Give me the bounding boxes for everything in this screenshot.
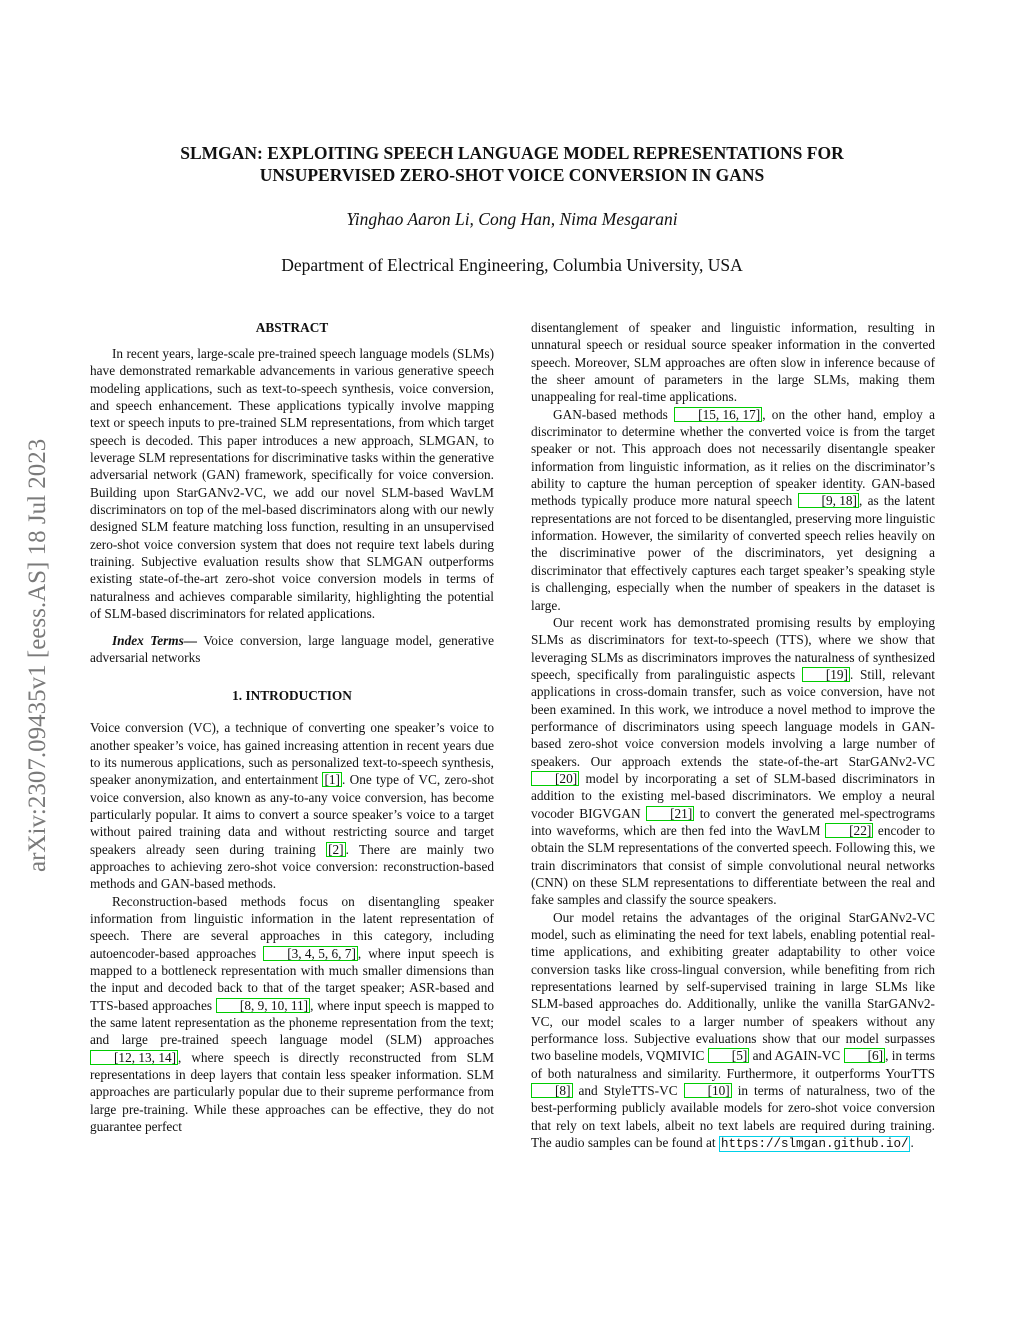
text-span: Reconstruction-based methods focus on disentangling speaker information from linguistic information in the latent representation of speech. There are several approaches in this category, including autoencoder-based approaches bbox=[90, 893, 494, 961]
text-span: . Still, relevant applications in cross-domain transfer, such as voice conversion, have not been examined. In this work, we introduce a novel method to improve the performance of discriminators using speech language models in GAN-based zero-shot voice conversion models involving a large number of speakers. Our approach extends the state-of-the-art StarGANv2-VC bbox=[531, 666, 935, 769]
text-span: and AGAIN-VC bbox=[749, 1048, 844, 1064]
text-span: and StyleTTS-VC bbox=[572, 1083, 684, 1099]
intro-paragraph-5 bbox=[531, 614, 935, 909]
abstract-text: In recent years, large-scale pre-trained speech language models (SLMs) have demonstrated remarkable advancements in various generative speech modeling applications, such as text-to-speech synthesis, voice conversion, and speech enhancement. These applications typically involve mapping text or speech inputs to pre-trained SLM representations, from which target speech is decoded. This paper introduces a new approach, SLMGAN, to leverage SLM representations for discriminative tasks within the generative adversarial network (GAN) framework, specifically for voice conversion. Building upon StarGANv2-VC, we add our novel SLM-based WavLM discriminators on top of the mel-based discriminators along with our newly designed SLM feature matching loss function, resulting in an unsupervised zero-shot voice conversion system that does not require text labels during training. Subjective evaluation results show that SLMGAN outperforms existing state-of-the-art zero-shot voice conversion models in terms of naturalness and achieves comparable similarity, highlighting the potential of SLM-based discriminators for related applications. bbox=[90, 346, 494, 622]
text-span: GAN-based methods bbox=[553, 406, 675, 422]
title-line-1: SLMGAN: EXPLOITING SPEECH LANGUAGE MODEL REPRESENTATIONS FOR bbox=[180, 143, 844, 163]
text-span: , where input speech is mapped to a bottleneck representation with much smaller dimensions than the input and decoded back to that of the target speaker; ASR-based and TTS-based approaches bbox=[90, 945, 494, 1013]
intro-paragraph-3: disentanglement of speaker and linguistic information, resulting in unnatural speech or residual source speaker information in the converted speech. Moreover, SLM approaches are often slow in inference because of the sheer amount of parameters in the large SLMs, making them unappealing for real-time applications. bbox=[531, 320, 935, 405]
text-span: Our recent work has demonstrated promising results by employing SLMs as discriminators for text-to-speech (TTS), where we show that leveraging SLMs as discriminators improves the naturalness of synthesized speech, specifically from paralinguistic aspects bbox=[531, 614, 935, 682]
citation-link[interactable]: [6] bbox=[844, 1048, 886, 1063]
index-terms-text: Voice conversion, large language model, generative adversarial networks bbox=[90, 632, 494, 665]
citation-link[interactable]: [20] bbox=[531, 771, 579, 786]
affiliation: Department of Electrical Engineering, Columbia University, USA bbox=[281, 255, 743, 275]
text-span: . There are mainly two approaches to achieving zero-shot voice conversion: reconstruction-based methods and GAN-based methods. bbox=[90, 841, 494, 892]
text-span: encoder to obtain the SLM representations of the converted speech. Following this, we train discriminators that consist of simple convolutional neural networks (CNN) on these SLM representations to differentiate between the real and fake samples and classify the source speakers. bbox=[531, 822, 935, 908]
citation-link[interactable]: [2] bbox=[328, 841, 344, 857]
citation-link[interactable]: [5] bbox=[708, 1048, 750, 1063]
index-terms bbox=[90, 632, 494, 667]
intro-paragraph-1 bbox=[90, 719, 494, 892]
citation-link[interactable]: [15, 16, 17] bbox=[674, 407, 762, 422]
text-span: in terms of naturalness, two of the best-performing publicly available models for zero-shot voice conversion that rely on text labels, albeit no text labels are required during training. The audio samples can be found at bbox=[531, 1083, 936, 1151]
title-line-2: UNSUPERVISED ZERO-SHOT VOICE CONVERSION IN GANS bbox=[259, 165, 765, 185]
introduction-heading: 1. INTRODUCTION bbox=[232, 688, 352, 704]
citation-link[interactable]: [10] bbox=[684, 1083, 732, 1098]
intro-paragraph-6 bbox=[531, 909, 935, 1154]
text-span: , where input speech is mapped to the same latent representation as the phoneme representation from the text; and large pre-trained speech language model (SLM) approaches bbox=[90, 997, 494, 1048]
text-span: to convert the generated mel-spectrograms into waveforms, which are then fed into the WavLM bbox=[531, 805, 936, 838]
citation-link[interactable]: [3, 4, 5, 6, 7] bbox=[263, 946, 358, 961]
text-span: , in terms of both naturalness and similarity. Furthermore, it outperforms YourTTS bbox=[531, 1048, 935, 1081]
text-span: , as the latent representations are not forced to be disentangled, preserving more linguistic information. However, the similarity of converted speech relies heavily on the discriminative power of the discriminators, yet designing a discriminator that effectively captures each target speaker’s speaking style is challenging, especially when the number of speakers in the dataset is large. bbox=[531, 493, 935, 613]
intro-paragraph-2 bbox=[90, 893, 494, 1136]
citation-link[interactable]: [8, 9, 10, 11] bbox=[216, 998, 310, 1013]
text-span: Voice conversion (VC), a technique of converting one speaker’s voice to another speaker’s voice, has gained increasing attention in recent years due to its numerous applications, such as personalized text-to-speech synthesis, speaker anonymization, and entertainment bbox=[90, 720, 494, 788]
right-column bbox=[531, 319, 935, 1154]
text-span: . bbox=[910, 1135, 914, 1151]
index-terms-label: Index Terms— bbox=[112, 632, 198, 648]
text-span: Our model retains the advantages of the original StarGANv2-VC model, such as eliminating the need for text labels, enabling potential real-time applications, and exhibiting greater adaptability to other voice conversion tasks like cross-lingual conversion, while benefiting from rich representations learned by self-supervised training in large SLMs like SLM-based approaches do. Additionally, unlike the vanilla StarGANv2-VC, our model scales to a larger number of speakers without any performance loss. Subjective evaluations show that our model surpasses two baseline models, VQMIVIC bbox=[531, 909, 935, 1064]
citation-link[interactable]: [9, 18] bbox=[798, 493, 859, 508]
citation-link[interactable]: [21] bbox=[646, 806, 694, 821]
citation-link[interactable]: [12, 13, 14] bbox=[90, 1050, 178, 1065]
citation-link[interactable]: [22] bbox=[825, 823, 873, 838]
arxiv-identifier: arXiv:2307.09435v1 [eess.AS] 18 Jul 2023 bbox=[24, 438, 51, 872]
left-column bbox=[90, 319, 494, 1135]
paper-title bbox=[100, 142, 924, 186]
intro-paragraph-4 bbox=[531, 406, 935, 614]
demo-url-link[interactable]: https://slmgan.github.io/ bbox=[720, 1137, 909, 1152]
text-span: model by incorporating a set of SLM-based discriminators in addition to the existing mel-based discriminators. We employ a neural vocoder BIGVGAN bbox=[531, 770, 935, 821]
text-span: , where speech is directly reconstructed from SLM representations in deep layers that contain less speaker information. SLM approaches are particularly popular due to their supreme performance from large pre-training. While these approaches can be effective, they do not guarantee perfect bbox=[90, 1049, 494, 1135]
text-span: . One type of VC, zero-shot voice conversion, also known as any-to-any voice conversion, has become particularly popular. It aims to convert a source speaker’s voice to a target without paired training data and without restricting source and target speakers already seen during training bbox=[90, 772, 495, 857]
citation-link[interactable]: [19] bbox=[802, 667, 850, 682]
citation-link[interactable]: [1] bbox=[324, 772, 340, 788]
abstract-heading: ABSTRACT bbox=[255, 320, 329, 335]
text-span: , on the other hand, employ a discriminator to determine whether the converted voice is from the target speaker or not. This approach does not necessarily disentangle speaker information from linguistic information, as it relies on the discriminator’s ability to capture the human perception of speaker identity. GAN-based methods typically produce more natural speech bbox=[531, 406, 936, 509]
author-list: Yinghao Aaron Li, Cong Han, Nima Mesgarani bbox=[346, 209, 678, 229]
citation-link[interactable]: [8] bbox=[531, 1083, 573, 1098]
